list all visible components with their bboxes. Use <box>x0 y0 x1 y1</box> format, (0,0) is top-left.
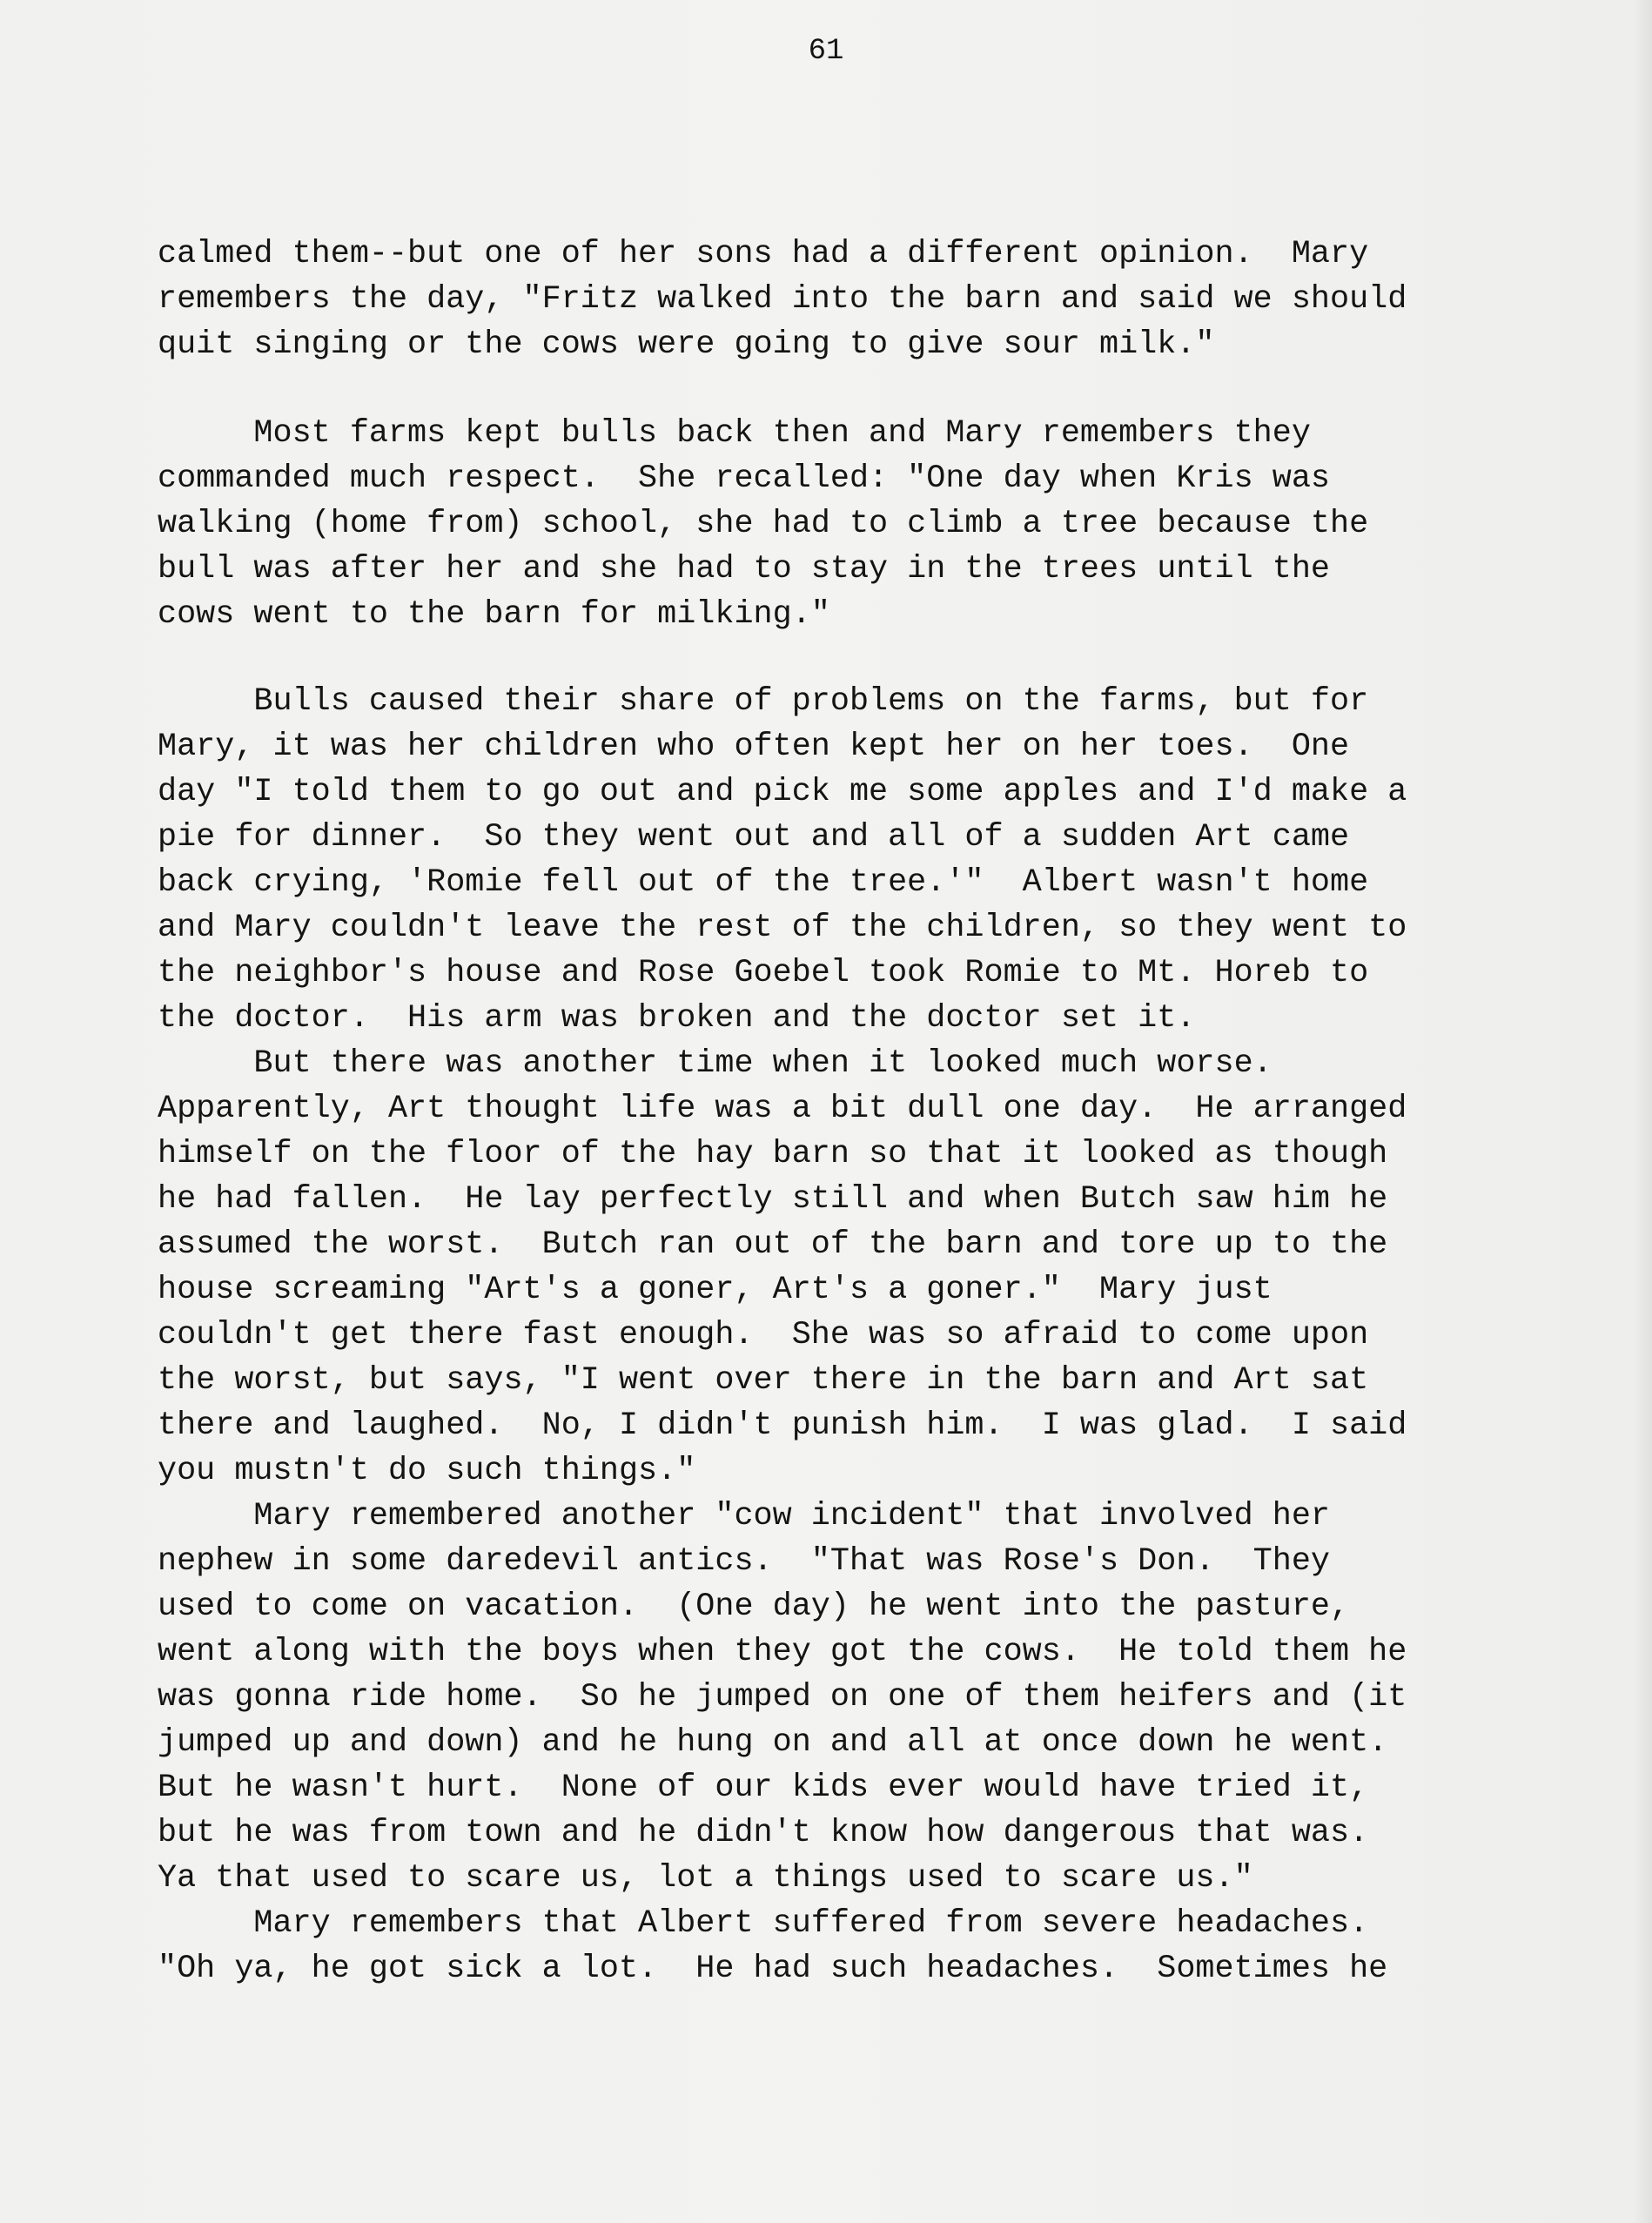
text-line: bull was after her and she had to stay in the trees until the <box>158 551 1330 588</box>
text-line: the worst, but says, "I went over there in the barn and Art sat <box>158 1362 1369 1399</box>
text-line: commanded much respect. She recalled: "One day when Kris was <box>158 460 1330 497</box>
text-line: Bulls caused their share of problems on the farms, but for <box>158 683 1369 720</box>
text-line: the doctor. His arm was broken and the doctor set it. <box>158 1000 1196 1037</box>
text-line: jumped up and down) and he hung on and all at once down he went. <box>158 1724 1388 1761</box>
text-line: day "I told them to go out and pick me some apples and I'd make a <box>158 774 1407 810</box>
text-line: himself on the floor of the hay barn so that it looked as though <box>158 1136 1388 1172</box>
text-line: went along with the boys when they got the cows. He told them he <box>158 1634 1407 1670</box>
text-line: was gonna ride home. So he jumped on one of them heifers and (it <box>158 1679 1407 1716</box>
text-line: walking (home from) school, she had to climb a tree because the <box>158 506 1369 542</box>
text-line: Apparently, Art thought life was a bit dull one day. He arranged <box>158 1091 1407 1127</box>
text-line: Mary remembered another "cow incident" that involved her <box>158 1498 1330 1535</box>
text-line: but he was from town and he didn't know how dangerous that was. <box>158 1815 1369 1851</box>
text-line: "Oh ya, he got sick a lot. He had such headaches. Sometimes he <box>158 1951 1388 1987</box>
text-line: Ya that used to scare us, lot a things used to scare us." <box>158 1860 1253 1897</box>
text-line: assumed the worst. Butch ran out of the barn and tore up to the <box>158 1226 1388 1263</box>
text-line: the neighbor's house and Rose Goebel took Romie to Mt. Horeb to <box>158 955 1369 991</box>
text-line: Mary, it was her children who often kept her on her toes. One <box>158 729 1350 765</box>
text-line: quit singing or the cows were going to give sour milk." <box>158 326 1215 363</box>
text-line: back crying, 'Romie fell out of the tree.'" Albert wasn't home <box>158 864 1369 901</box>
text-line: But he wasn't hurt. None of our kids ever would have tried it, <box>158 1770 1369 1806</box>
text-line: and Mary couldn't leave the rest of the children, so they went to <box>158 910 1407 946</box>
text-line: Mary remembers that Albert suffered from severe headaches. <box>158 1905 1369 1942</box>
page-number: 61 <box>808 35 844 68</box>
text-line: remembers the day, "Fritz walked into the barn and said we should <box>158 281 1407 318</box>
text-line: But there was another time when it looked much worse. <box>158 1045 1273 1082</box>
text-line: he had fallen. He lay perfectly still and when Butch saw him he <box>158 1181 1388 1218</box>
text-line: nephew in some daredevil antics. "That was Rose's Don. They <box>158 1543 1330 1580</box>
text-line: Most farms kept bulls back then and Mary remembers they <box>158 415 1311 452</box>
text-line: house screaming "Art's a goner, Art's a goner." Mary just <box>158 1272 1273 1308</box>
text-line: there and laughed. No, I didn't punish him. I was glad. I said <box>158 1407 1407 1444</box>
text-line: couldn't get there fast enough. She was so afraid to come upon <box>158 1317 1369 1353</box>
page-edge-shadow <box>1633 0 1652 2223</box>
text-line: calmed them--but one of her sons had a different opinion. Mary <box>158 236 1369 272</box>
text-line: used to come on vacation. (One day) he went into the pasture, <box>158 1588 1350 1625</box>
text-line: you mustn't do such things." <box>158 1453 696 1489</box>
text-line: cows went to the barn for milking." <box>158 596 830 633</box>
text-line: pie for dinner. So they went out and all of a sudden Art came <box>158 819 1350 856</box>
